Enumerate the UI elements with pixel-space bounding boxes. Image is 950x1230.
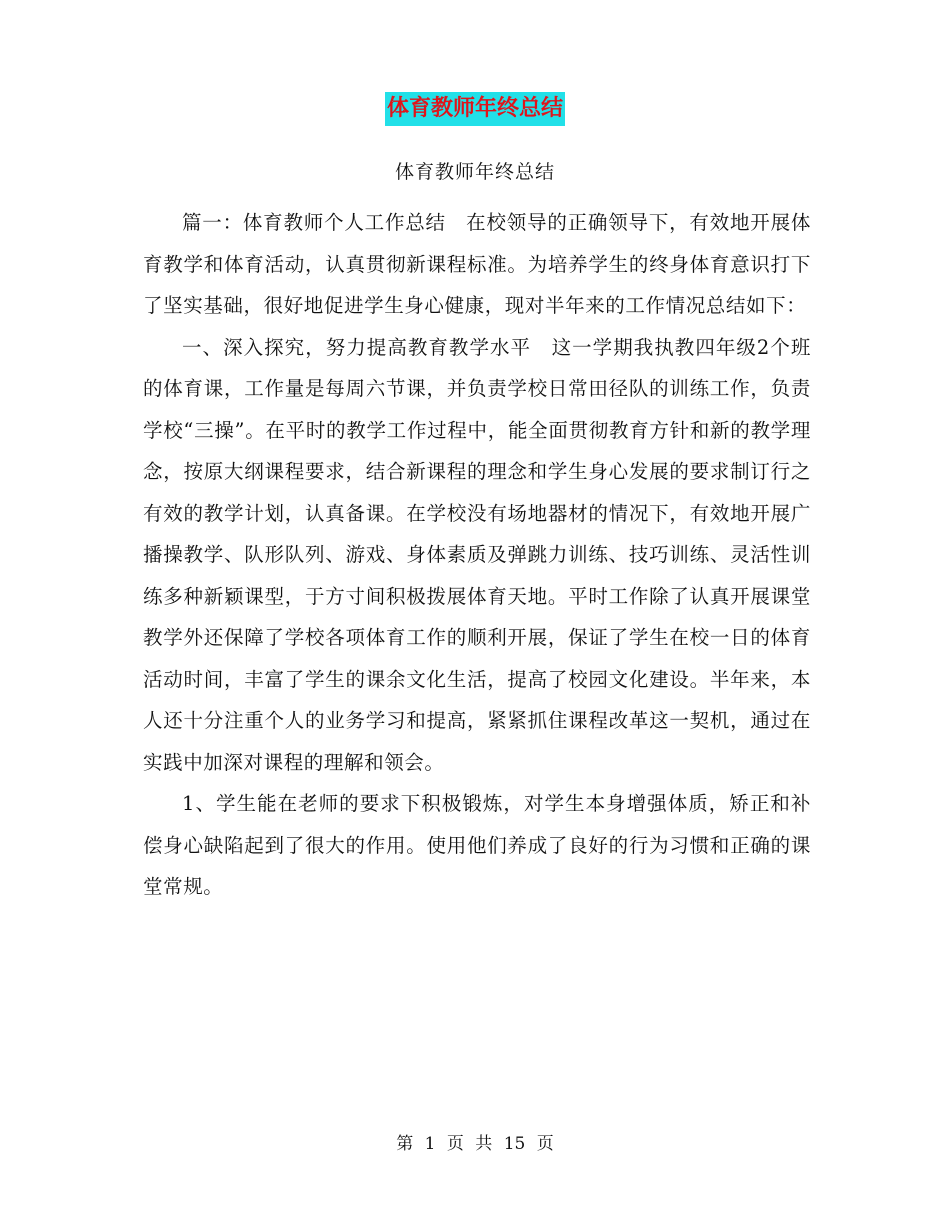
title-wrapper: [0, 92, 950, 126]
paragraph: 篇一：体育教师个人工作总结 在校领导的正确领导下，有效地开展体育教学和体育活动，认真贯彻新课程标准。为培养学生的终身体育意识打下了坚实基础，很好地促进学生身心健康，现对半年来的工作情况总结如下：: [143, 211, 811, 317]
page-footer: 第 1 页 共 15 页: [396, 1134, 554, 1154]
paragraph: 一、深入探究，努力提高教育教学水平 这一学期我执教四年级2个班的体育课，工作量是每周六节课，并负责学校日常田径队的训练工作，负责学校“三操”。在平时的教学工作过程中，能全面贯彻教育方针和新的教学理念，按原大纲课程要求，结合新课程的理念和学生身心发展的要求制订行之有效的教学计划，认真备课。在学校没有场地器材的情况下，有效地开展广播操教学、队形队列、游戏、身体素质及弹跳力训练、技巧训练、灵活性训练多种新颖课型，于方寸间积极拨展体育天地。平时工作除了认真开展课堂教学外还保障了学校各项体育工作的顺利开展，保证了学生在校一日的体育活动时间，丰富了学生的课余文化生活，提高了校园文化建设。半年来，本人还十分注重个人的业务学习和提高，紧紧抓住课程改革这一契机，通过在实践中加深对课程的理解和领会。: [143, 335, 811, 774]
document-title: 体育教师年终总结: [385, 92, 565, 126]
paragraph: 1、学生能在老师的要求下积极锻炼，对学生本身增强体质，矫正和补偿身心缺陷起到了很大的作用。使用他们养成了良好的行为习惯和正确的课堂常规。: [143, 792, 811, 898]
document-body: [143, 202, 811, 908]
document-subtitle: 体育教师年终总结: [394, 161, 555, 183]
